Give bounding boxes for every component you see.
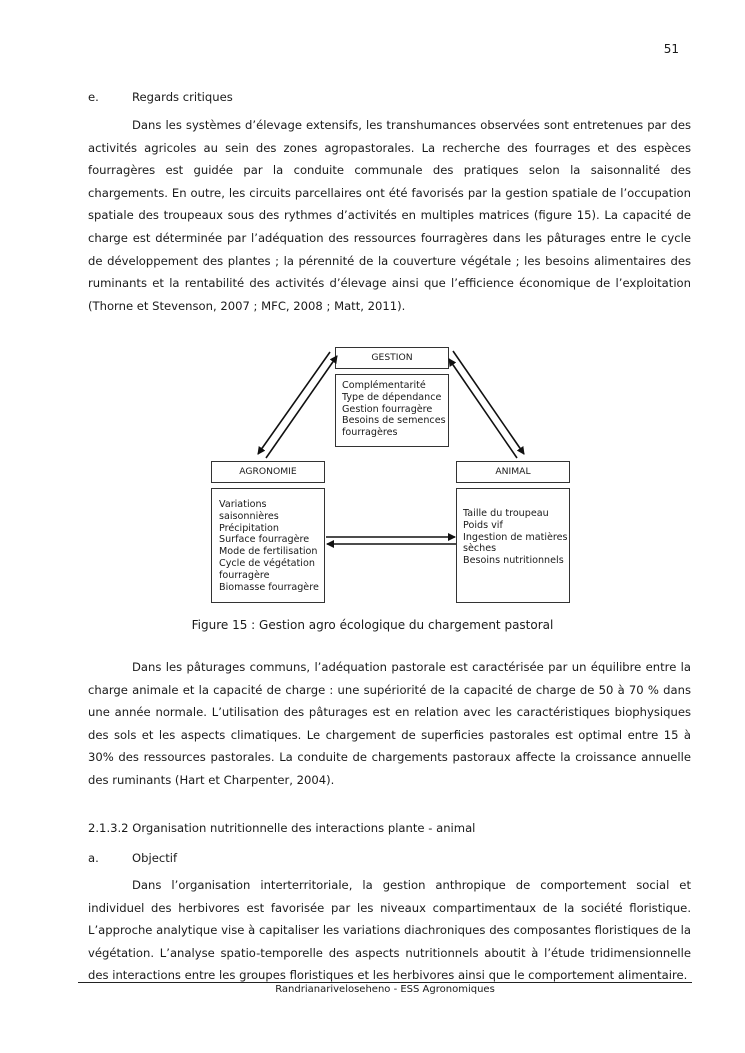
page-number: 51 [663,42,679,56]
animal-item: Besoins nutritionnels [463,555,564,567]
section-number: a. [88,851,99,865]
agronomie-item: Mode de fertilisation [219,546,318,558]
paragraph-objectif: Dans l’organisation interterritoriale, la gestion anthropique de comportement social et individuel des herbivores est favorisée par les niveaux compartimentaux de la société floristique. L’approche analytique vise à capitaliser les variations diachroniques des composantes floristiques de la végétation. L’analyse spatio-temporelle des aspects nutritionnels aboutit à l’étude tridimensionnelle des interactions entre les groupes floristiques et les herbivores ainsi que le comportement alimentaire. [88,878,691,983]
gestion-title-box [335,347,449,369]
section-heading-e [88,90,233,104]
animal-item: sèches [463,543,497,555]
agronomie-item: saisonnières [219,510,279,522]
agronomie-item: Biomasse fourragère [219,581,319,593]
agronomie-item: Surface fourragère [219,534,310,546]
section-heading-a [88,851,177,865]
animal-item: Taille du troupeau [463,508,549,519]
figure-caption: Figure 15 : Gestion agro écologique du chargement pastoral [191,618,554,632]
agronomie-item: fourragère [219,569,270,581]
section-number: e. [88,90,99,104]
arrow-animal-to-gestion [449,359,517,458]
gestion-item: Complémentarité [342,380,426,391]
gestion-title: GESTION [371,352,413,364]
agronomie-title-box [211,461,325,483]
paragraph-regards-critiques: Dans les systèmes d’élevage extensifs, les transhumances observées sont entretenues par des activités agricoles au sein des zones agropastorales. La recherche des fourrages et des espèces fourragères est guidée par la conduite communale des pratiques selon la saisonnalité des chargements. En outre, les circuits parcellaires ont été favorisés par la gestion spatiale de l’occupation spatiale des troupeaux sous des rythmes d’activités en multiples matrices (figure 15). La capacité de charge est déterminée par l’adéquation des ressources fourragères dans les pâturages entre le cycle de développement des plantes ; la pérennité de la couverture végétale ; les besoins alimentaires des ruminants et la rentabilité des activités d’élevage ainsi que l’efficience économique de l’exploitation (Thorne et Stevenson, 2007 ; MFC, 2008 ; Matt, 2011). [88,118,691,313]
footer-divider [78,982,692,983]
paragraph-paturages: Dans les pâturages communs, l’adéquation pastorale est caractérisée par un équilibre entre la charge animale et la capacité de charge : une supériorité de la capacité de charge de 50 à 70 % dans une année normale. L’utilisation des pâturages est en relation avec les caractéristiques biophysiques des sols et les aspects climatiques. Le chargement de superficies pastorales est optimal entre 15 à 30% des ressources pastorales. La conduite de chargements pastoraux affecte la croissance annuelle des ruminants (Hart et Charpenter, 2004). [88,660,691,787]
animal-title: ANIMAL [495,466,531,478]
gestion-item: fourragères [342,427,398,439]
agronomie-title: AGRONOMIE [239,466,297,478]
animal-title-box [456,461,570,483]
gestion-item: Besoins de semences [342,415,446,427]
section-title: Objectif [132,851,178,865]
footer-author: Randrianariveloseheno - ESS Agronomiques [275,984,495,995]
gestion-items-box [335,374,449,447]
agronomie-item: Variations [219,499,267,510]
agronomie-item: Précipitation [219,522,279,534]
section-title: Regards critiques [132,90,233,104]
agronomie-items-box [211,488,325,603]
animal-items-box [456,488,570,603]
arrow-gestion-to-agronomie [258,352,330,454]
agronomie-item: Cycle de végétation [219,557,315,569]
gestion-item: Type de dépendance [342,391,442,403]
arrow-gestion-to-animal [453,351,524,454]
arrow-agronomie-to-gestion [266,356,337,458]
gestion-item: Gestion fourragère [342,403,433,415]
animal-item: Poids vif [463,519,503,531]
section-heading-2132: 2.1.3.2 Organisation nutritionnelle des interactions plante - animal [88,821,476,835]
animal-item: Ingestion de matières [463,531,568,543]
